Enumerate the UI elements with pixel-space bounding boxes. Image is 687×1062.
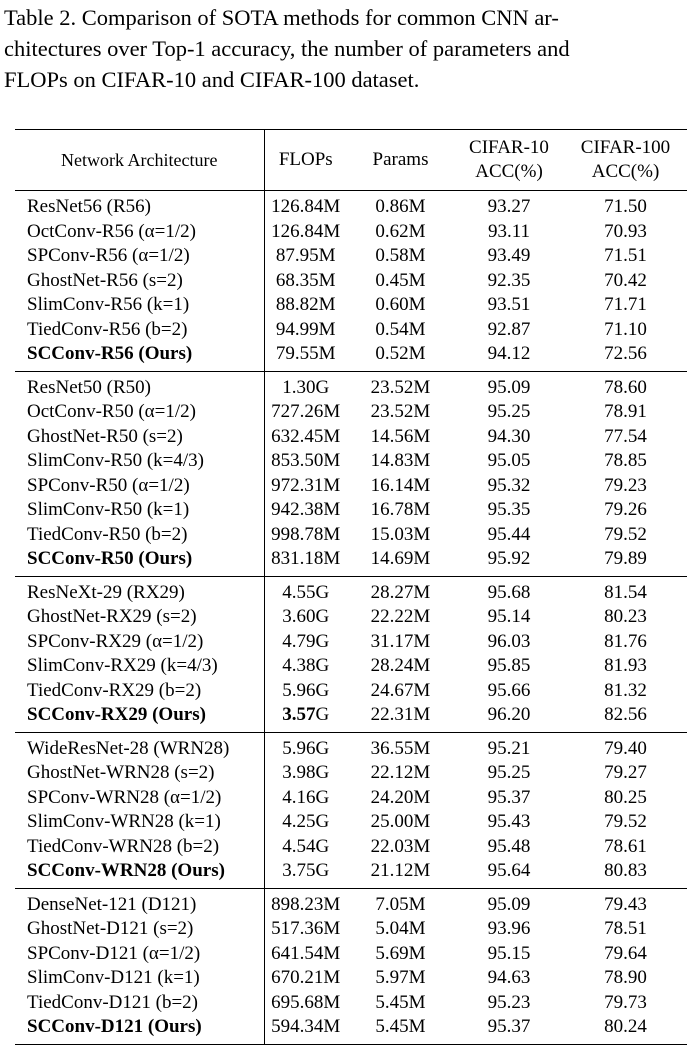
cell-network-architecture: SCConv-WRN28 (Ours) (15, 859, 264, 888)
cell-cifar100-acc: 70.42 (604, 269, 647, 291)
cell-flops-value: 3.57 (282, 704, 316, 725)
cell-params: 5.04M (375, 918, 426, 939)
cell-flops: 670.21M (271, 967, 341, 988)
cell-cifar10-acc: 95.43 (487, 811, 531, 832)
cell-params: 14.56M (370, 425, 431, 447)
table-row (15, 371, 687, 400)
cell-cifar10-acc: 95.14 (487, 606, 531, 627)
header-flops: FLOPs (278, 149, 333, 170)
cell-cifar10-acc: 94.63 (487, 967, 531, 988)
cell-cifar100-acc: 79.40 (564, 732, 687, 761)
cell-cifar100-acc: 80.23 (604, 606, 647, 627)
table-row (15, 474, 687, 499)
cell-flops: 517.36M (271, 918, 341, 939)
cell-flops: 4.16G (282, 786, 330, 808)
cell-cifar100-acc: 79.64 (604, 942, 647, 964)
cell-flops: 972.31M (271, 474, 341, 496)
cell-network-architecture: SCConv-R56 (Ours) (15, 342, 264, 371)
cell-network-architecture: GhostNet-RX29 (s=2) (15, 605, 264, 630)
cell-params: 36.55M (347, 732, 454, 761)
cell-cifar10-acc: 95.25 (487, 762, 531, 783)
table-row (15, 732, 687, 761)
cell-cifar100-acc: 79.27 (604, 762, 647, 783)
cell-network-architecture: SCConv-R50 (Ours) (15, 547, 264, 576)
table-row (15, 269, 687, 294)
header-network-architecture: Network Architecture (15, 130, 264, 191)
cell-params: 7.05M (347, 888, 454, 917)
caption-line: Table 2. Comparison of SOTA methods for common CNN ar- (4, 5, 559, 30)
cell-cifar100-acc: 78.91 (604, 401, 647, 422)
cell-network-architecture: SlimConv-R50 (k=4/3) (15, 449, 264, 474)
cell-params: 28.24M (370, 655, 431, 676)
cell-flops: 898.23M (264, 888, 347, 917)
cell-flops: 998.78M (271, 523, 341, 545)
table-caption (4, 2, 687, 102)
cell-cifar10-acc: 95.21 (454, 732, 564, 761)
table-row (15, 244, 687, 269)
cell-network-architecture: SlimConv-D121 (k=1) (15, 966, 264, 991)
cell-network-architecture: SCConv-D121 (Ours) (15, 1015, 264, 1044)
table-row (15, 523, 687, 548)
cell-params: 0.54M (375, 318, 426, 340)
cell-cifar10-acc: 95.68 (454, 576, 564, 605)
cell-cifar100-acc: 71.51 (604, 245, 647, 266)
cell-network-architecture: SlimConv-RX29 (k=4/3) (15, 654, 264, 679)
cell-cifar10-acc: 95.15 (487, 942, 531, 964)
cell-flops: 4.38G (282, 655, 330, 676)
table-row (15, 679, 687, 704)
cell-cifar10-acc: 95.37 (454, 1015, 564, 1044)
table-row (15, 630, 687, 655)
table-row (15, 942, 687, 967)
cell-flops: 695.68M (271, 991, 341, 1013)
table-row (15, 786, 687, 811)
header-cifar10 (454, 130, 564, 191)
cell-params: 0.86M (347, 191, 454, 220)
cell-network-architecture: GhostNet-WRN28 (s=2) (15, 761, 264, 786)
cell-network-architecture: SPConv-D121 (α=1/2) (15, 942, 264, 967)
cell-cifar100-acc: 78.85 (604, 450, 647, 471)
header-cifar10-line1: CIFAR-10 (469, 137, 549, 158)
table-row (15, 449, 687, 474)
table-row (15, 1015, 687, 1044)
cell-params: 0.52M (375, 343, 426, 364)
cell-cifar100-acc: 79.26 (604, 499, 647, 520)
cell-flops: 88.82M (275, 294, 336, 315)
table-row (15, 342, 687, 371)
cell-network-architecture: SPConv-R56 (α=1/2) (15, 244, 264, 269)
cell-network-architecture: SPConv-R50 (α=1/2) (15, 474, 264, 499)
cell-params: 5.45M (375, 991, 426, 1013)
table-row (15, 425, 687, 450)
table-row (15, 191, 687, 220)
header-row (15, 130, 687, 191)
cell-network-architecture: OctConv-R50 (α=1/2) (15, 400, 264, 425)
cell-cifar100-acc: 79.23 (604, 474, 647, 496)
cell-cifar100-acc: 79.52 (604, 811, 647, 832)
header-params: Params (372, 149, 429, 170)
cell-flops: 4.25G (282, 811, 330, 832)
cell-cifar100-acc: 78.60 (564, 371, 687, 400)
cell-params: 5.69M (375, 942, 426, 964)
cell-flops: 5.96G (264, 732, 347, 761)
cell-cifar100-acc: 77.54 (604, 425, 647, 447)
cell-flops: 4.55G (264, 576, 347, 605)
table-row (15, 576, 687, 605)
cell-cifar100-acc: 79.52 (604, 523, 647, 545)
cell-params: 15.03M (370, 523, 431, 545)
cell-params: 22.03M (370, 835, 431, 857)
cell-flops: 94.99M (275, 318, 336, 340)
cell-cifar100-acc: 81.54 (564, 576, 687, 605)
cell-network-architecture: GhostNet-D121 (s=2) (15, 917, 264, 942)
cell-cifar100-acc: 80.24 (564, 1015, 687, 1044)
cell-network-architecture: TiedConv-R50 (b=2) (15, 523, 264, 548)
cell-network-architecture: SCConv-RX29 (Ours) (15, 703, 264, 732)
cell-network-architecture: ResNet56 (R56) (15, 191, 264, 220)
cell-cifar100-acc: 81.93 (604, 655, 647, 676)
cell-cifar10-acc: 93.51 (487, 294, 531, 315)
cell-cifar10-acc: 93.49 (487, 245, 531, 266)
cell-cifar10-acc: 93.96 (487, 918, 531, 939)
cell-cifar100-acc: 71.10 (604, 318, 647, 340)
cell-params: 0.58M (375, 245, 426, 266)
cell-flops: 853.50M (271, 450, 341, 471)
cell-cifar10-acc: 96.03 (487, 630, 531, 652)
cell-cifar100-acc: 70.93 (604, 220, 647, 242)
cell-flops: 68.35M (275, 269, 336, 291)
table-row (15, 761, 687, 786)
cell-params: 31.17M (370, 630, 431, 652)
cell-params: 23.52M (347, 371, 454, 400)
cell-cifar10-acc: 95.05 (487, 450, 531, 471)
cell-cifar10-acc: 94.12 (487, 343, 531, 364)
cell-flops: 632.45M (271, 425, 341, 447)
table-row (15, 917, 687, 942)
table-row (15, 318, 687, 343)
cell-params: 23.52M (370, 401, 431, 422)
cell-flops: 594.34M (264, 1015, 347, 1044)
cell-network-architecture: GhostNet-R50 (s=2) (15, 425, 264, 450)
table-row (15, 547, 687, 576)
cell-flops: 126.84M (264, 191, 347, 220)
cell-network-architecture: GhostNet-R56 (s=2) (15, 269, 264, 294)
cell-cifar100-acc: 79.43 (564, 888, 687, 917)
cell-cifar10-acc: 95.92 (487, 548, 531, 569)
cell-cifar100-acc: 81.76 (604, 630, 647, 652)
cell-network-architecture: TiedConv-R56 (b=2) (15, 318, 264, 343)
table-row (15, 498, 687, 523)
cell-network-architecture: TiedConv-D121 (b=2) (15, 991, 264, 1016)
cell-cifar10-acc: 93.11 (487, 220, 531, 242)
cell-cifar10-acc: 93.27 (454, 191, 564, 220)
table-row (15, 400, 687, 425)
cell-cifar10-acc: 95.09 (454, 888, 564, 917)
cell-flops: 4.79G (282, 630, 330, 652)
cell-cifar10-acc: 96.20 (487, 704, 531, 725)
cell-flops: 3.98G (282, 762, 330, 783)
table-row (15, 859, 687, 888)
cell-flops: 1.30G (264, 371, 347, 400)
cell-cifar100-acc: 78.51 (604, 918, 647, 939)
cell-cifar100-acc: 80.83 (604, 860, 647, 881)
table-row (15, 810, 687, 835)
cell-flops: 831.18M (271, 548, 341, 569)
cell-cifar10-acc: 92.35 (487, 269, 531, 291)
cell-params: 22.22M (370, 606, 431, 627)
cell-params: 0.60M (375, 294, 426, 315)
header-cifar100-line1: CIFAR-100 (580, 137, 671, 158)
cell-flops: 3.60G (282, 606, 330, 627)
cell-cifar10-acc: 95.85 (487, 655, 531, 676)
cell-cifar10-acc: 95.66 (487, 679, 531, 701)
cell-flops: 3.75G (282, 860, 330, 881)
cell-flops: 942.38M (271, 499, 341, 520)
cell-cifar10-acc: 94.30 (487, 425, 531, 447)
cell-network-architecture: SlimConv-R50 (k=1) (15, 498, 264, 523)
cell-cifar10-acc: 95.25 (487, 401, 531, 422)
table-row (15, 991, 687, 1016)
cell-cifar100-acc: 81.32 (604, 679, 647, 701)
cell-params: 22.12M (370, 762, 431, 783)
cell-cifar10-acc: 95.35 (487, 499, 531, 520)
cell-network-architecture: ResNet50 (R50) (15, 371, 264, 400)
cell-params: 0.45M (375, 269, 426, 291)
cell-cifar100-acc: 78.90 (604, 967, 647, 988)
table-row (15, 888, 687, 917)
cell-network-architecture: OctConv-R56 (α=1/2) (15, 220, 264, 245)
cell-cifar10-acc: 95.09 (454, 371, 564, 400)
cell-cifar100-acc: 71.50 (564, 191, 687, 220)
cell-cifar100-acc: 82.56 (604, 704, 647, 725)
cell-cifar100-acc: 72.56 (604, 343, 647, 364)
cell-flops: 126.84M (271, 220, 341, 242)
cell-network-architecture: SlimConv-WRN28 (k=1) (15, 810, 264, 835)
cell-params: 25.00M (370, 811, 431, 832)
cell-cifar100-acc: 79.89 (604, 548, 647, 569)
cell-cifar100-acc: 80.25 (604, 786, 647, 808)
table-row (15, 293, 687, 318)
header-cifar10-line2: ACC(%) (475, 161, 543, 182)
cell-network-architecture: TiedConv-RX29 (b=2) (15, 679, 264, 704)
table-row (15, 835, 687, 860)
caption-line: chitectures over Top-1 accuracy, the number of parameters and (4, 36, 570, 61)
cell-params: 14.69M (370, 548, 431, 569)
cell-flops: 5.96G (282, 679, 330, 701)
cell-cifar10-acc: 95.64 (487, 860, 531, 881)
cell-network-architecture: WideResNet-28 (WRN28) (15, 732, 264, 761)
cell-params: 16.14M (370, 474, 431, 496)
table-row (15, 654, 687, 679)
cell-cifar10-acc: 95.32 (487, 474, 531, 496)
cell-params: 21.12M (370, 860, 431, 881)
cell-params: 0.62M (375, 220, 426, 242)
cell-cifar100-acc: 79.73 (604, 991, 647, 1013)
cell-flops-unit: G (315, 704, 330, 725)
table-row (15, 703, 687, 732)
cell-cifar10-acc: 92.87 (487, 318, 531, 340)
cell-params: 5.45M (347, 1015, 454, 1044)
cell-params: 24.67M (370, 679, 431, 701)
cell-flops: 87.95M (275, 245, 336, 266)
cell-params: 14.83M (370, 450, 431, 471)
cell-network-architecture: SlimConv-R56 (k=1) (15, 293, 264, 318)
cell-cifar10-acc: 95.44 (487, 523, 531, 545)
table-row (15, 605, 687, 630)
caption-line: FLOPs on CIFAR-10 and CIFAR-100 dataset. (4, 67, 420, 92)
cell-cifar100-acc: 71.71 (604, 294, 647, 315)
cell-params: 28.27M (347, 576, 454, 605)
header-cifar100 (564, 130, 687, 191)
cell-params: 5.97M (375, 967, 426, 988)
cell-flops: 4.54G (282, 835, 330, 857)
cell-flops: 641.54M (271, 942, 341, 964)
cell-flops: 79.55M (275, 343, 336, 364)
cell-params: 22.31M (370, 704, 431, 725)
cell-params: 16.78M (370, 499, 431, 520)
cell-network-architecture: ResNeXt-29 (RX29) (15, 576, 264, 605)
table-row (15, 966, 687, 991)
cell-params: 24.20M (370, 786, 431, 808)
cell-flops (264, 703, 347, 732)
cell-cifar10-acc: 95.37 (487, 786, 531, 808)
cell-flops: 727.26M (271, 401, 341, 422)
cell-cifar10-acc: 95.48 (487, 835, 531, 857)
cell-network-architecture: SPConv-WRN28 (α=1/2) (15, 786, 264, 811)
cell-cifar100-acc: 78.61 (604, 835, 647, 857)
header-cifar100-line2: ACC(%) (591, 161, 660, 182)
cell-network-architecture: SPConv-RX29 (α=1/2) (15, 630, 264, 655)
cell-network-architecture: TiedConv-WRN28 (b=2) (15, 835, 264, 860)
cell-cifar10-acc: 95.23 (487, 991, 531, 1013)
table-row (15, 220, 687, 245)
comparison-table (15, 129, 687, 1045)
table-body (15, 191, 687, 1045)
cell-network-architecture: DenseNet-121 (D121) (15, 888, 264, 917)
